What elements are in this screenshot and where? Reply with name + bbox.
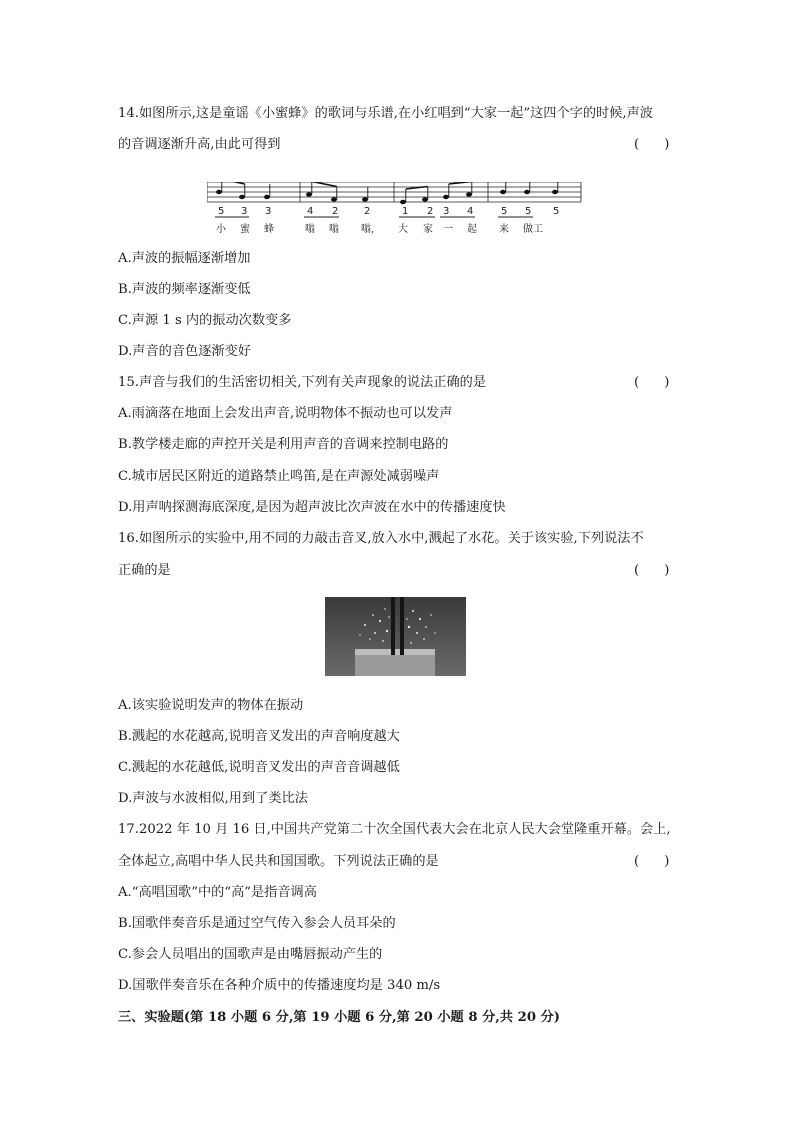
jianpu-note: 5 — [218, 206, 225, 217]
music-score — [207, 182, 587, 238]
lyric-char: 家 — [423, 224, 433, 235]
lyric-char: 蜂 — [264, 224, 274, 235]
staff-notehead — [239, 195, 245, 199]
lyric-char: 嗡 — [329, 224, 339, 235]
q17-answer-paren: ( ) — [634, 854, 670, 869]
staff-notehead — [552, 190, 558, 194]
q16-answer-paren: ( ) — [634, 563, 670, 578]
jianpu-note: 2 — [332, 206, 339, 217]
staff-notehead — [362, 197, 368, 201]
q15-option-b: B.教学楼走廊的声控开关是利用声音的音调来控制电路的 — [118, 437, 449, 452]
jianpu-note: 3 — [241, 206, 248, 217]
jianpu-note: 5 — [553, 206, 560, 217]
staff-notehead — [264, 195, 270, 199]
lyric-char: 蜜 — [240, 224, 250, 235]
tuning-fork-splash-photo — [325, 597, 466, 676]
q17-option-a: A.“高唱国歌”中的“高”是指音调高 — [118, 885, 317, 900]
staff-beam — [312, 182, 337, 187]
q14-option-d: D.声音的音色逐渐变好 — [118, 344, 251, 359]
q14-option-a: A.声波的振幅逐渐增加 — [118, 251, 251, 266]
q17-stem-line2: 全体起立,高唱中华人民共和国国歌。下列说法正确的是 — [118, 854, 439, 869]
q15-option-c: C.城市居民区附近的道路禁止鸣笛,是在声源处减弱噪声 — [118, 469, 440, 484]
q14-answer-paren: ( ) — [634, 137, 670, 152]
staff-notehead — [500, 190, 506, 194]
q14-stem-line2: 的音调逐渐升高,由此可得到 — [118, 137, 281, 152]
q16-option-c: C.溅起的水花越低,说明音叉发出的声音音调越低 — [118, 760, 400, 775]
q17-option-c: C.参会人员唱出的国歌声是由嘴唇振动产生的 — [118, 947, 383, 962]
lyric-char: 嗡, — [361, 224, 375, 235]
jianpu-note: 2 — [427, 206, 434, 217]
jianpu-note: 4 — [307, 206, 314, 217]
staff-notehead — [466, 192, 472, 196]
q14-option-c: C.声源 1 s 内的振动次数变多 — [118, 313, 292, 328]
lyric-char: 一 — [443, 224, 453, 235]
q16-stem-line2: 正确的是 — [118, 563, 171, 578]
q15-option-d: D.用声呐探测海底深度,是因为超声波比次声波在水中的传播速度快 — [118, 500, 506, 515]
staff-notehead — [331, 197, 337, 201]
q14-stem-line1: 14.如图所示,这是童谣《小蜜蜂》的歌词与乐谱,在小红唱到“大家一起”这四个字的时候,声波 — [118, 106, 653, 121]
q15-answer-paren: ( ) — [634, 375, 670, 390]
q17-option-b: B.国歌伴奏音乐是通过空气传入参会人员耳朵的 — [118, 916, 396, 931]
q16-option-d: D.声波与水波相似,用到了类比法 — [118, 791, 308, 806]
section-heading-experiments: 三、实验题(第 18 小题 6 分,第 19 小题 6 分,第 20 小题 8 分,共 20 分) — [118, 1010, 561, 1025]
staff-notehead — [443, 195, 449, 199]
q15-stem-line1: 15.声音与我们的生活密切相关,下列有关声现象的说法正确的是 — [118, 375, 487, 390]
jianpu-note: 5 — [501, 206, 508, 217]
lyric-char: 嗡 — [305, 224, 315, 235]
staff-notehead — [216, 190, 222, 194]
jianpu-note: 4 — [467, 206, 474, 217]
lyric-char: 大 — [398, 224, 408, 235]
q16-option-b: B.溅起的水花越高,说明音叉发出的声音响度越大 — [118, 729, 400, 744]
q15-option-a: A.雨滴落在地面上会发出声音,说明物体不振动也可以发声 — [118, 406, 453, 421]
jianpu-note: 1 — [402, 206, 409, 217]
staff-notehead — [422, 197, 428, 201]
staff-notehead — [400, 200, 406, 204]
lyric-char: 起 — [467, 224, 477, 235]
jianpu-note: 3 — [265, 206, 272, 217]
staff-notehead — [306, 192, 312, 196]
q17-option-d: D.国歌伴奏音乐在各种介质中的传播速度均是 340 m/s — [118, 978, 441, 993]
q14-option-b: B.声波的频率逐渐变低 — [118, 282, 251, 297]
lyric-char: 做工 — [523, 224, 543, 235]
q16-stem-line1: 16.如图所示的实验中,用不同的力敲击音叉,放入水中,溅起了水花。关于该实验,下列说法不 — [118, 531, 644, 546]
q16-option-a: A.该实验说明发声的物体在振动 — [118, 698, 304, 713]
lyric-char: 小 — [216, 224, 226, 235]
staff-notehead — [524, 190, 530, 194]
q17-stem-line1: 17.2022 年 10 月 16 日,中国共产党第二十次全国代表大会在北京人民大会堂隆重开幕。会上, — [118, 822, 671, 837]
jianpu-note: 3 — [443, 206, 450, 217]
jianpu-note: 5 — [525, 206, 532, 217]
jianpu-note: 2 — [364, 206, 371, 217]
lyric-char: 来 — [499, 224, 509, 235]
